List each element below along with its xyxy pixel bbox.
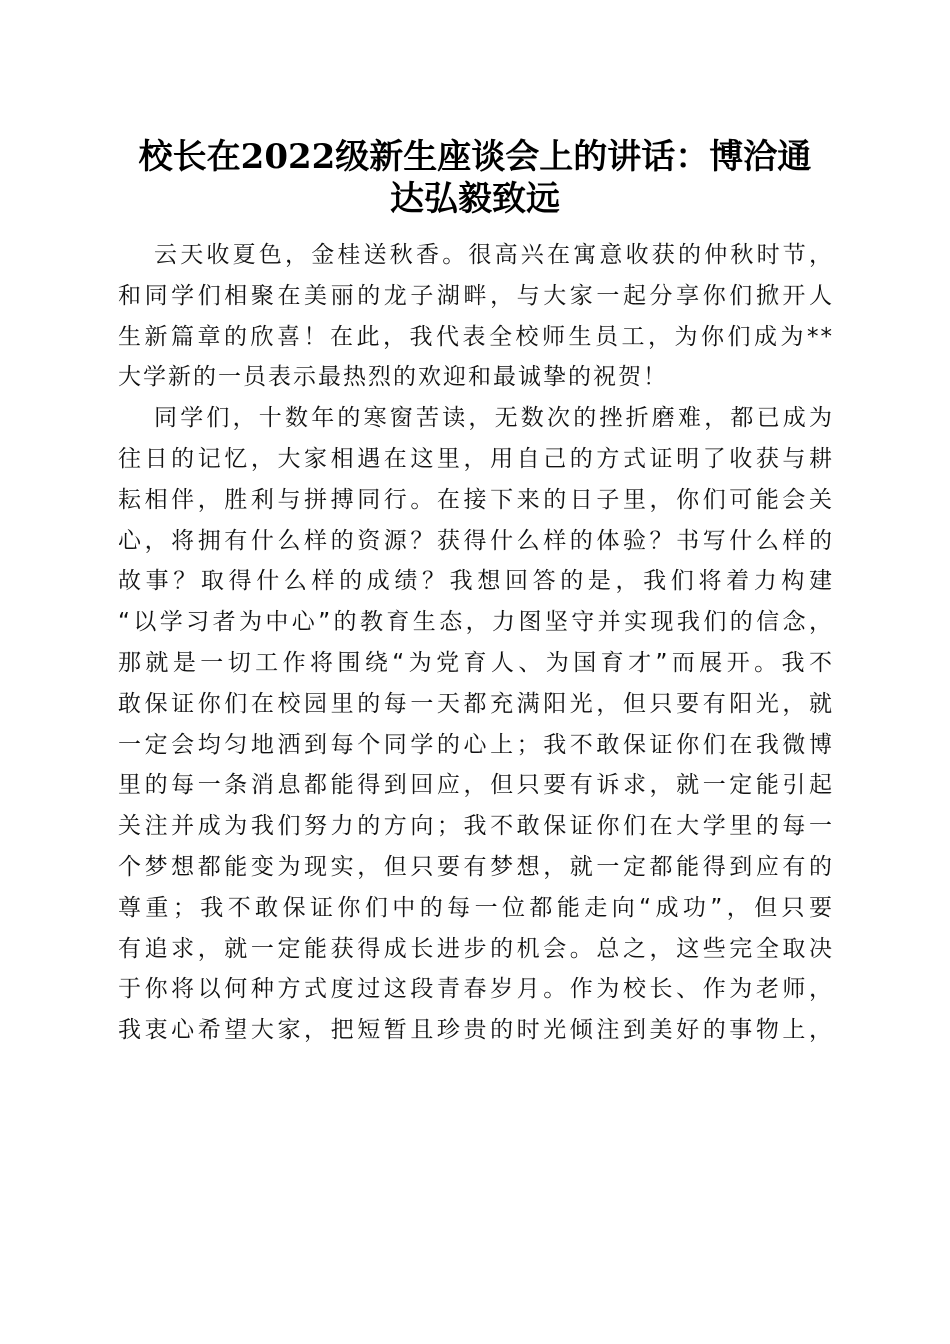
text-line: 那就是一切工作将围绕“为党育人、为国育才”而展开。我不	[118, 649, 834, 676]
title-line: 达弘毅致远	[390, 179, 560, 219]
text-line: 同学们，十数年的寒窗苦读，无数次的挫折磨难，都已成为	[154, 405, 834, 432]
text-line: “以学习者为中心”的教育生态，力图坚守并实现我们的信念，	[118, 609, 834, 636]
text-line: 大学新的一员表示最热烈的欢迎和最诚挚的祝贺！	[118, 364, 668, 391]
text-line: 于你将以何种方式度过这段青春岁月。作为校长、作为老师，	[118, 976, 834, 1003]
paragraph-1	[118, 235, 834, 398]
text-line: 和同学们相聚在美丽的龙子湖畔，与大家一起分享你们掀开人	[118, 282, 834, 309]
title-line: 校长在2022级新生座谈会上的讲话：博洽通	[138, 137, 812, 177]
text-line: 往日的记忆，大家相遇在这里，用自己的方式证明了收获与耕	[118, 445, 834, 472]
text-line: 云天收夏色，金桂送秋香。很高兴在寓意收获的仲秋时节，	[154, 242, 834, 268]
text-line: 心，将拥有什么样的资源？获得什么样的体验？书写什么样的	[118, 527, 834, 554]
text-line: 敢保证你们在校园里的每一天都充满阳光，但只要有阳光，就	[118, 690, 834, 717]
text-line: 里的每一条消息都能得到回应，但只要有诉求，就一定能引起	[118, 772, 834, 799]
document-body	[118, 235, 834, 1051]
text-line: 关注并成为我们努力的方向；我不敢保证你们在大学里的每一	[118, 813, 834, 840]
text-line: 生新篇章的欣喜！在此，我代表全校师生员工，为你们成为**	[118, 323, 834, 350]
text-line: 尊重；我不敢保证你们中的每一位都能走向“成功”，但只要	[118, 894, 834, 921]
document-title	[100, 136, 850, 220]
text-line: 一定会均匀地洒到每个同学的心上；我不敢保证你们在我微博	[118, 731, 834, 758]
text-line: 耘相伴，胜利与拼搏同行。在接下来的日子里，你们可能会关	[118, 486, 834, 513]
text-line: 我衷心希望大家，把短暂且珍贵的时光倾注到美好的事物上，	[118, 1017, 834, 1044]
text-line: 故事？取得什么样的成绩？我想回答的是，我们将着力构建	[118, 568, 834, 595]
text-line: 有追求，就一定能获得成长进步的机会。总之，这些完全取决	[118, 935, 834, 962]
text-line: 个梦想都能变为现实，但只要有梦想，就一定都能得到应有的	[118, 853, 834, 880]
paragraph-2	[118, 398, 834, 1051]
